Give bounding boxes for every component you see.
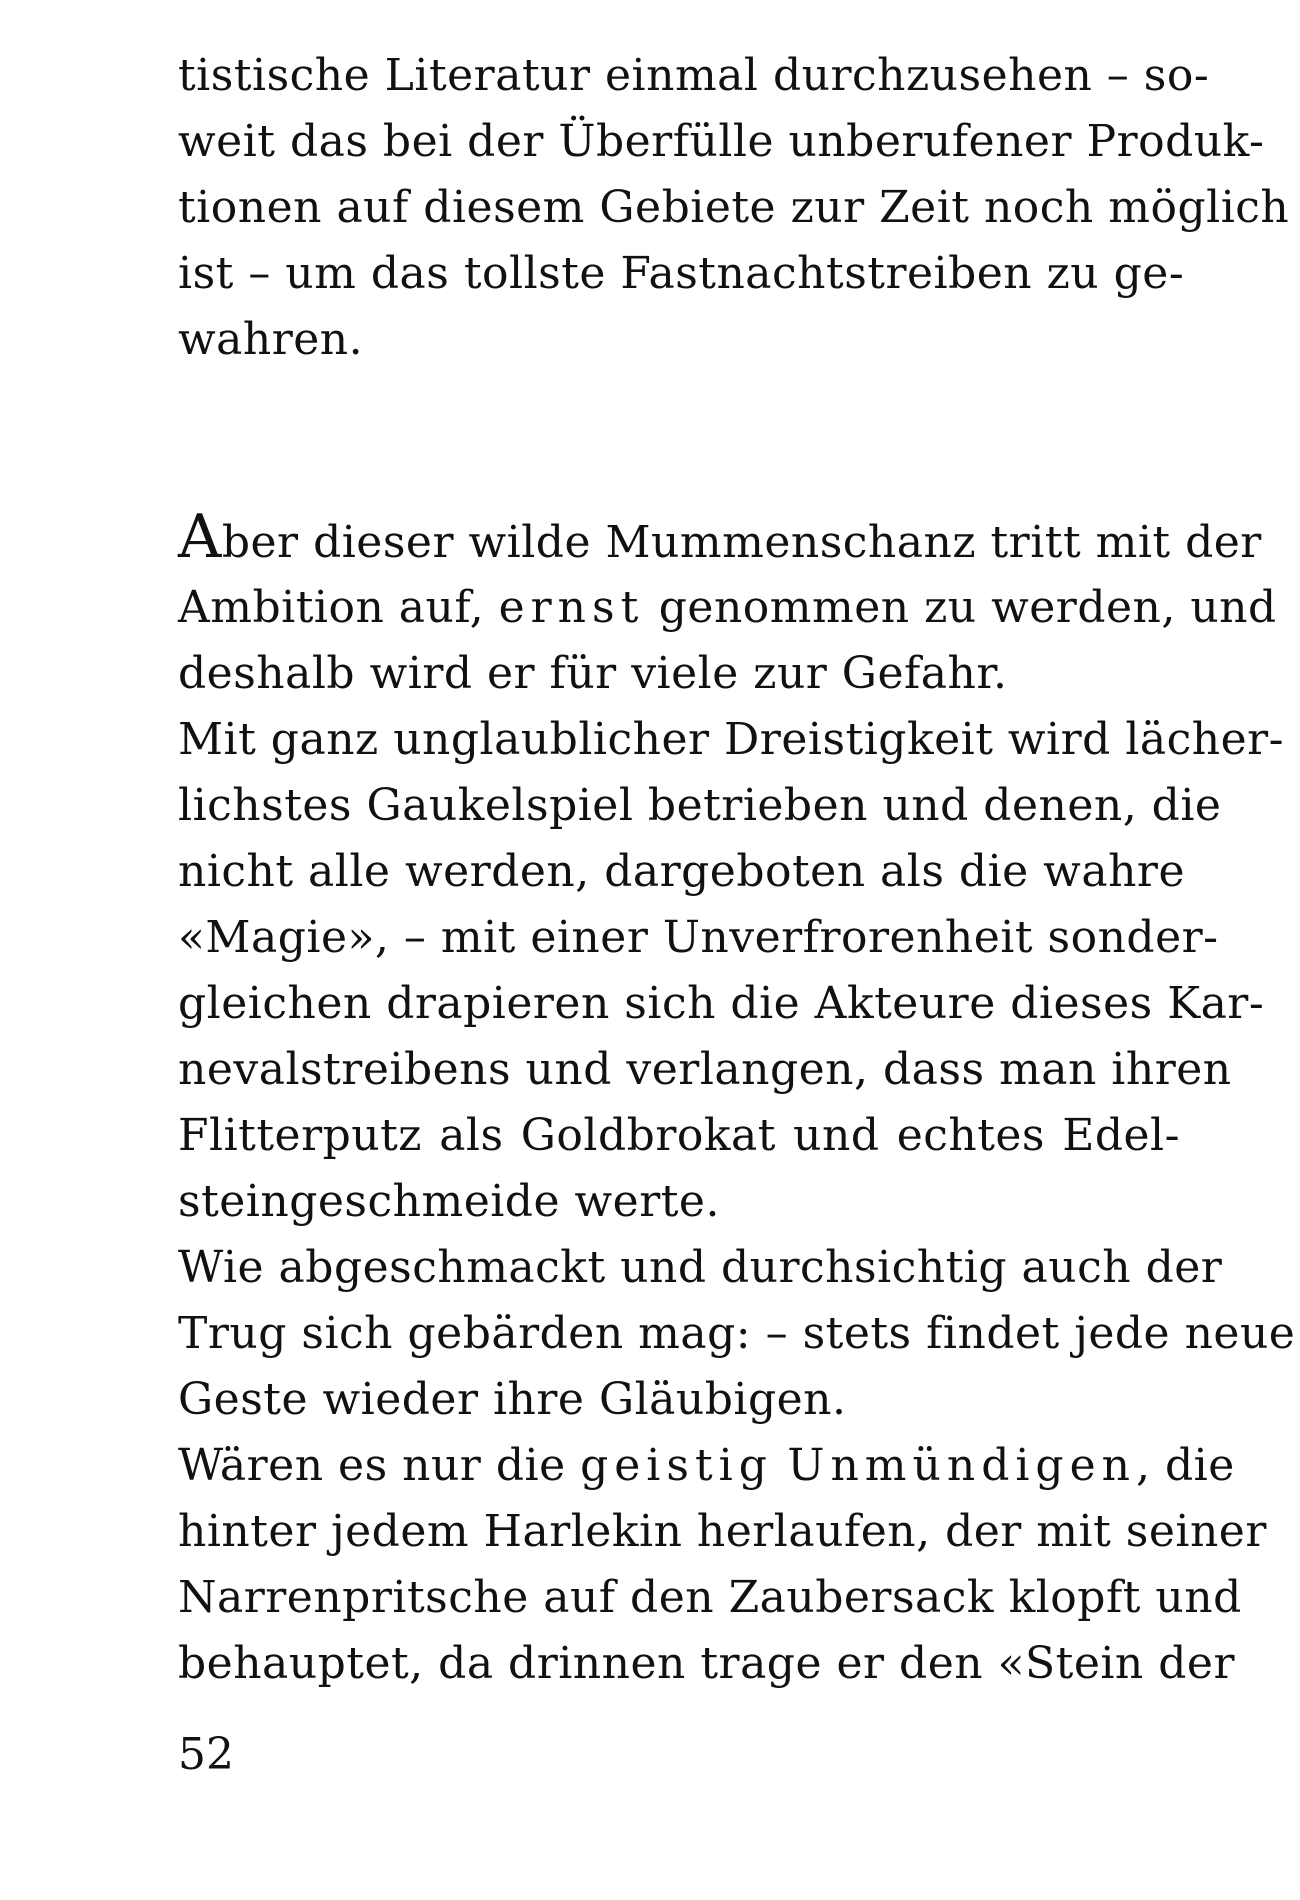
text-line: ist – um das tollste Fastnachtstreiben zu ge- — [178, 248, 1185, 299]
text-span — [773, 1440, 788, 1491]
text-line: lichstes Gaukelspiel betrieben und denen, die — [178, 780, 1222, 831]
text-line: Mit ganz unglaublicher Dreistigkeit wird lächer- — [178, 714, 1285, 765]
text-line: Narrenpritsche auf den Zaubersack klopft und — [178, 1572, 1242, 1623]
text-line: Trug sich gebärden mag: – stets findet jede neue — [178, 1308, 1296, 1359]
text-line — [178, 1431, 1235, 1501]
text-line: tionen auf diesem Gebiete zur Zeit noch möglich — [178, 182, 1290, 233]
text-line: nevalstreibens und verlangen, dass man ihren — [178, 1044, 1232, 1095]
text-line: Geste wieder ihre Gläubigen. — [178, 1374, 847, 1425]
text-line: deshalb wird er für viele zur Gefahr. — [178, 648, 1008, 699]
text-line: wahren. — [178, 314, 364, 365]
drop-cap: A — [178, 502, 222, 572]
text-line: tistische Literatur einmal durchzusehen – so- — [178, 50, 1210, 101]
text-line: «Magie», – mit einer Unverfrorenheit sonder- — [178, 912, 1219, 963]
text-span: ber dieser wilde Mummenschanz tritt mit der — [221, 517, 1262, 568]
text-span: Ambition auf, — [178, 582, 499, 633]
text-line: nicht alle werden, dargeboten als die wahre — [178, 846, 1185, 897]
emphasized-word: geistig — [580, 1440, 773, 1491]
text-line: hinter jedem Harlekin herlaufen, der mit seiner — [178, 1506, 1267, 1557]
text-line: gleichen drapieren sich die Akteure dieses Kar- — [178, 978, 1265, 1029]
text-line — [178, 573, 1277, 643]
text-span: genommen zu werden, und — [644, 582, 1277, 633]
text-span: , die — [1135, 1440, 1235, 1491]
text-span: Wären es nur die — [178, 1440, 581, 1491]
text-line: behauptet, da drinnen trage er den «Stein der — [178, 1638, 1235, 1689]
text-line: Wie abgeschmackt und durchsichtig auch der — [178, 1242, 1223, 1293]
page-number: 52 — [178, 1729, 234, 1780]
text-line — [178, 502, 1262, 577]
emphasized-word: ernst — [498, 582, 645, 633]
emphasized-word: Unmündigen — [787, 1440, 1136, 1491]
text-line: steingeschmeide werte. — [178, 1176, 720, 1227]
text-line: weit das bei der Überfülle unberufener Produk- — [178, 116, 1265, 167]
text-line: Flitterputz als Goldbrokat und echtes Edel- — [178, 1110, 1180, 1161]
